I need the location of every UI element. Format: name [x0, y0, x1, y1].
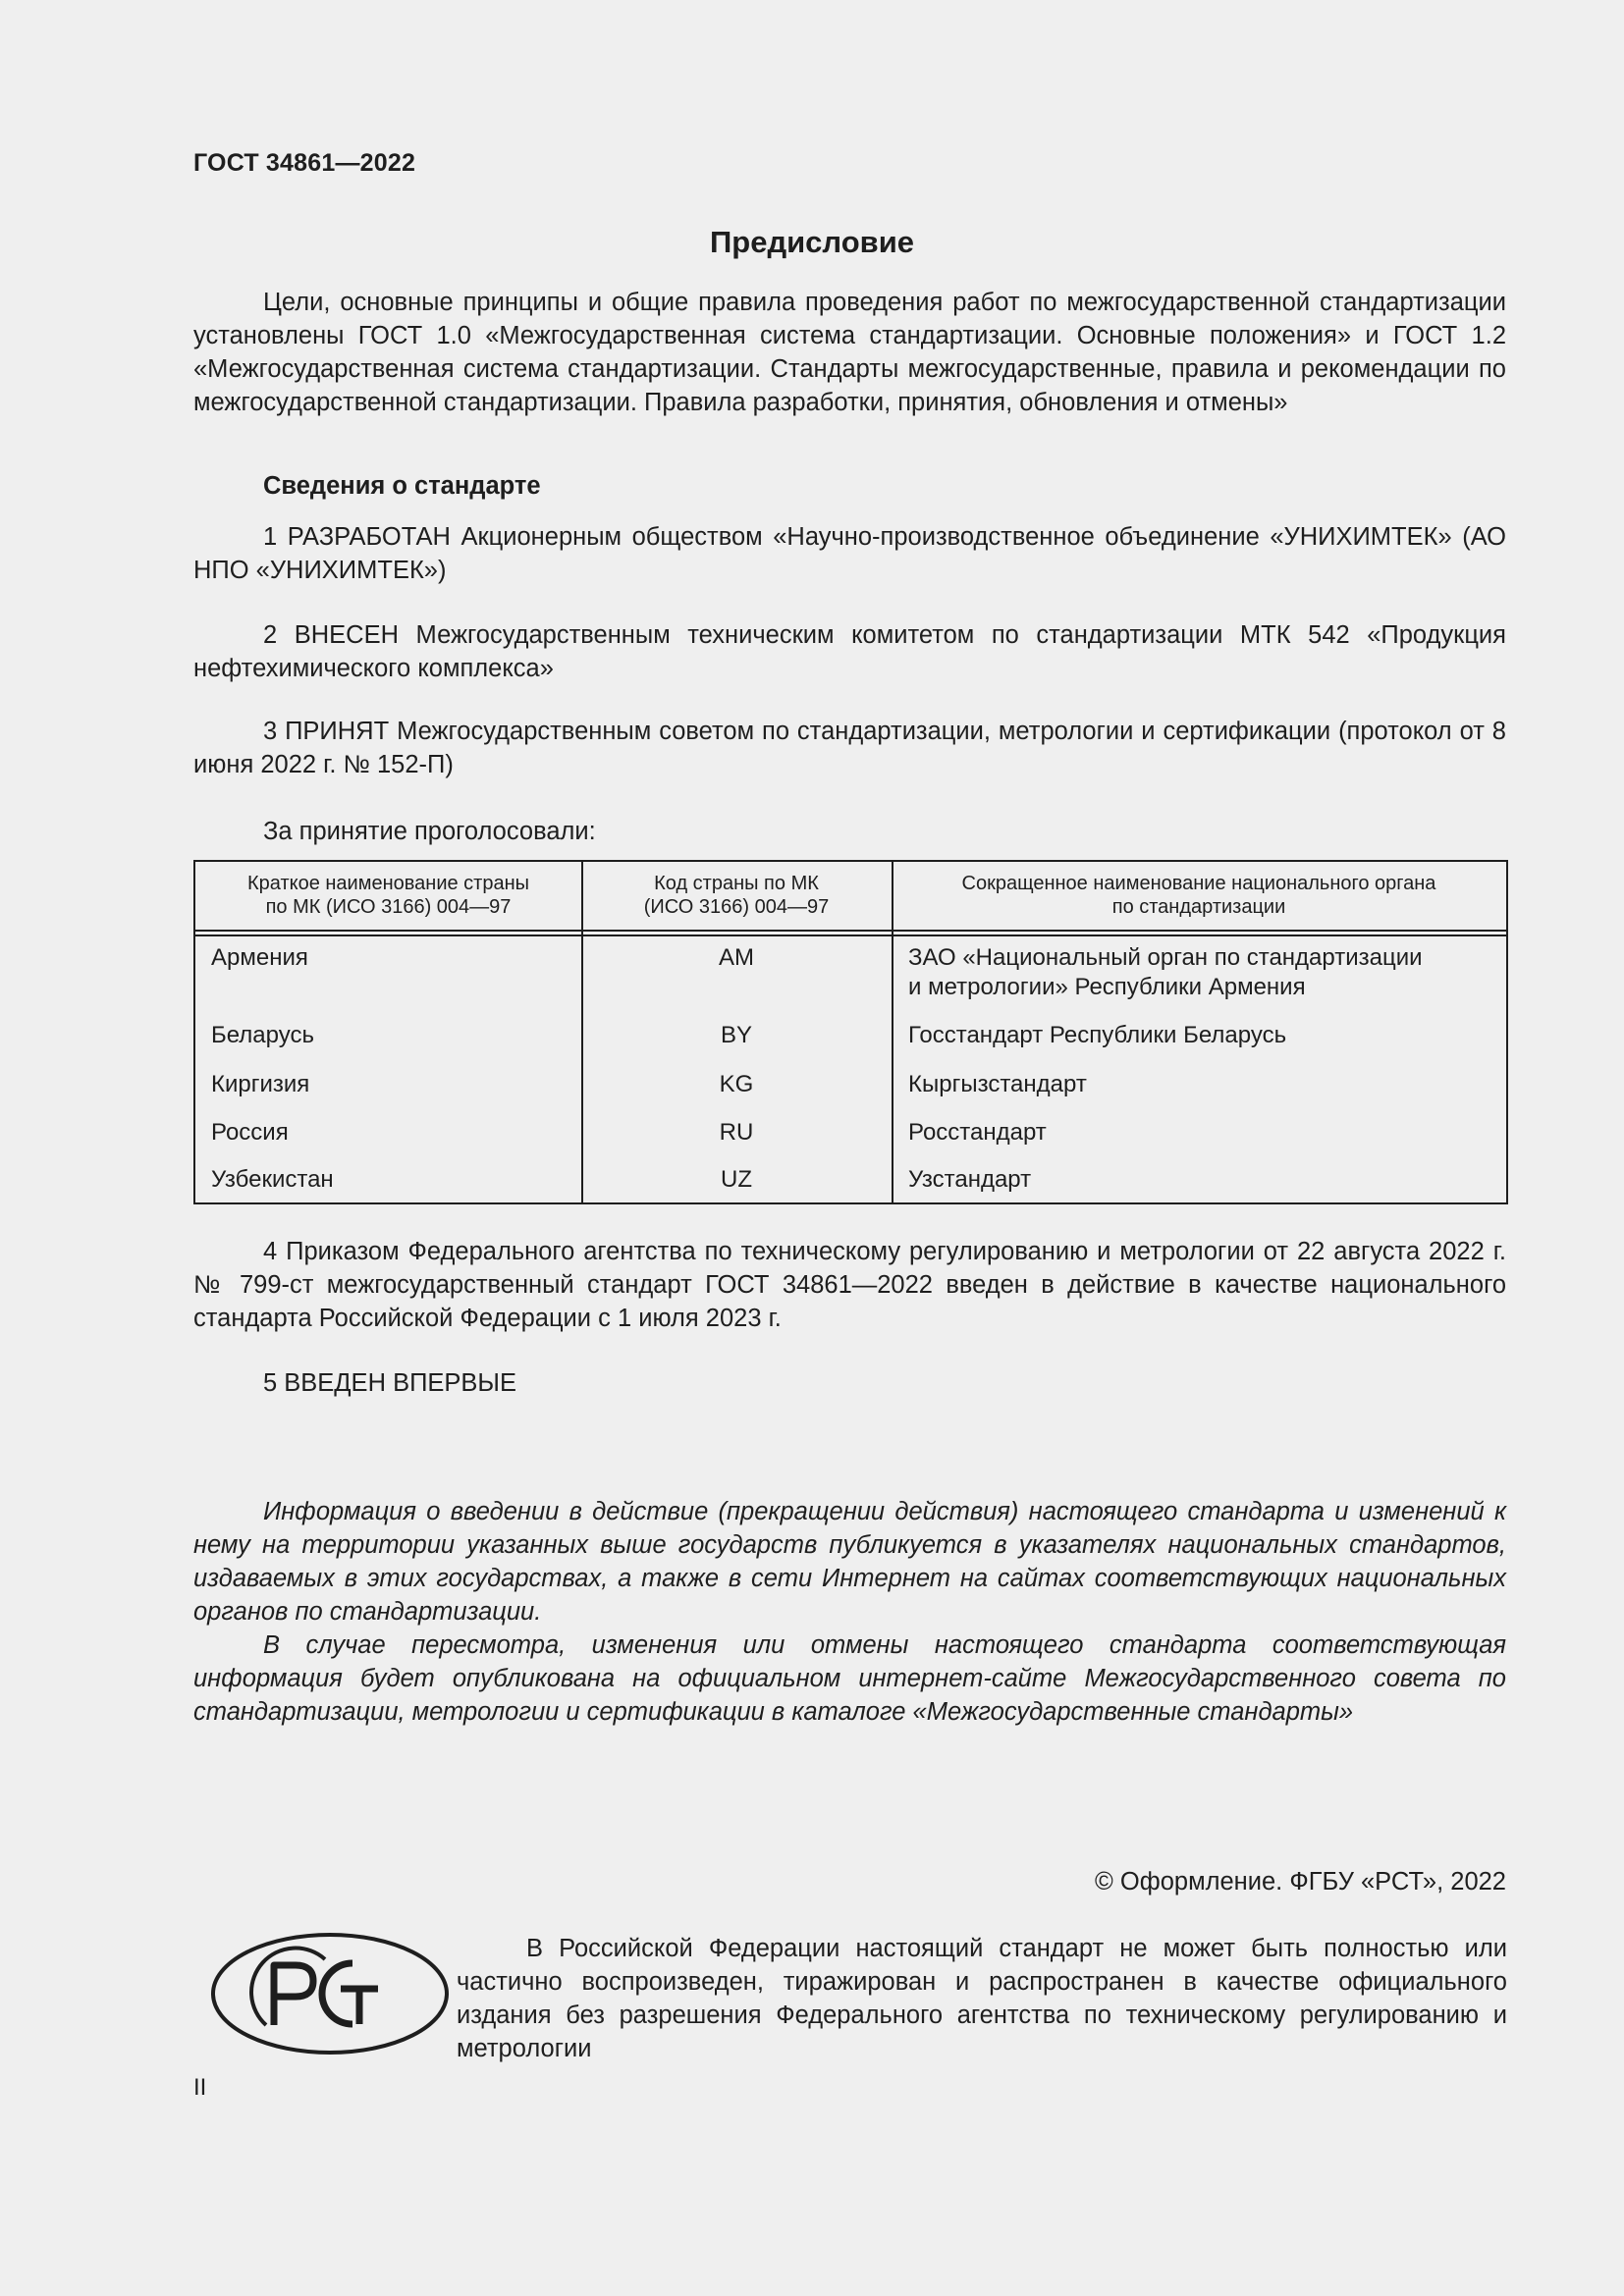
voted-label: За принятие проголосовали:: [263, 818, 596, 845]
table-row-code: RU: [719, 1119, 754, 1146]
copyright-line: © Оформление. ФГБУ «РСТ», 2022: [1095, 1868, 1506, 1896]
table-row-body: ЗАО «Национальный орган по стандартизации и метрологии» Республики Армения: [908, 944, 1423, 1000]
column-header-country: Краткое наименование страны по МК (ИСО 3166) 004—97: [246, 873, 530, 918]
table-row-body: Кыргызстандарт: [908, 1071, 1087, 1097]
table-row-country: Киргизия: [211, 1071, 310, 1097]
notice-paragraph-1: Информация о введении в действие (прекращении действия) настоящего стандарта и изменений к нему на территории указанных выше государств публикуется в указателях национальных стандартов, издаваемых в этих государствах, а также в сети Интернет на сайтах соответствующих национальных органов по стандартизации.: [193, 1498, 1506, 1626]
table-row-code: AM: [719, 944, 754, 971]
item-first: 5 ВВЕДЕН ВПЕРВЫЕ: [263, 1369, 517, 1397]
table-row-country: Узбекистан: [211, 1166, 334, 1193]
table-row-body: Госстандарт Республики Беларусь: [908, 1022, 1287, 1048]
table-header-rule: [195, 934, 1506, 936]
page-number: II: [193, 2074, 207, 2101]
section-subheading: Сведения о стандарте: [263, 472, 541, 500]
item-developed: 1 РАЗРАБОТАН Акционерным обществом «Научно-производственное объединение «УНИХИМТЕК» (АО НПО «УНИХИМТЕК»): [193, 523, 1506, 584]
table-row-country: Россия: [211, 1119, 289, 1146]
item-adopted: 3 ПРИНЯТ Межгосударственным советом по стандартизации, метрологии и сертификации (протокол от 8 июня 2022 г. № 152-П): [193, 718, 1506, 778]
table-row-code: KG: [719, 1071, 754, 1097]
column-header-code: Код страны по МК (ИСО 3166) 004—97: [643, 873, 830, 918]
item-introduced: 2 ВНЕСЕН Межгосударственным техническим комитетом по стандартизации МТК 542 «Продукция нефтехимического комплекса»: [193, 621, 1506, 682]
rst-conformity-mark-icon: [209, 1930, 451, 2062]
intro-paragraph: Цели, основные принципы и общие правила проведения работ по межгосударственной стандартизации установлены ГОСТ 1.0 «Межгосударственная система стандартизации. Основные положения» и ГОСТ 1.2 «Межгосударственная система стандартизации. Стандарты межгосударственные, правила и рекомендации по межгосударственной стандартизации. Правила разработки, принятия, обновления и отмены»: [193, 289, 1506, 416]
table-row-code: BY: [720, 1022, 752, 1048]
legal-notice: В Российской Федерации настоящий стандарт не может быть полностью или частично воспроизведен, тиражирован и распространен в качестве официального издания без разрешения Федерального агентства по техническому регулированию и метрологии: [457, 1935, 1507, 2062]
page-title: Предисловие: [709, 225, 914, 259]
voting-table: [193, 860, 1508, 1204]
document-id-header: ГОСТ 34861—2022: [193, 149, 416, 177]
table-row-code: UZ: [721, 1166, 752, 1193]
table-row-body: Росстандарт: [908, 1119, 1047, 1146]
item-order: 4 Приказом Федерального агентства по техническому регулированию и метрологии от 22 августа 2022 г. № 799-ст межгосударственный стандарт ГОСТ 34861—2022 введен в действие в качестве национального стандарта Российской Федерации с 1 июля 2023 г.: [193, 1238, 1506, 1332]
notice-paragraph-2: В случае пересмотра, изменения или отмены настоящего стандарта соответствующая информация будет опубликована на официальном интернет-сайте Межгосударственного совета по стандартизации, метрологии и сертификации в каталоге «Межгосударственные стандарты»: [193, 1631, 1506, 1726]
table-header-rule: [195, 930, 1506, 932]
column-header-body: Сокращенное наименование национального органа по стандартизации: [961, 873, 1436, 918]
table-row-country: Армения: [211, 944, 308, 971]
table-row-country: Беларусь: [211, 1022, 314, 1048]
table-row-body: Узстандарт: [908, 1166, 1032, 1193]
